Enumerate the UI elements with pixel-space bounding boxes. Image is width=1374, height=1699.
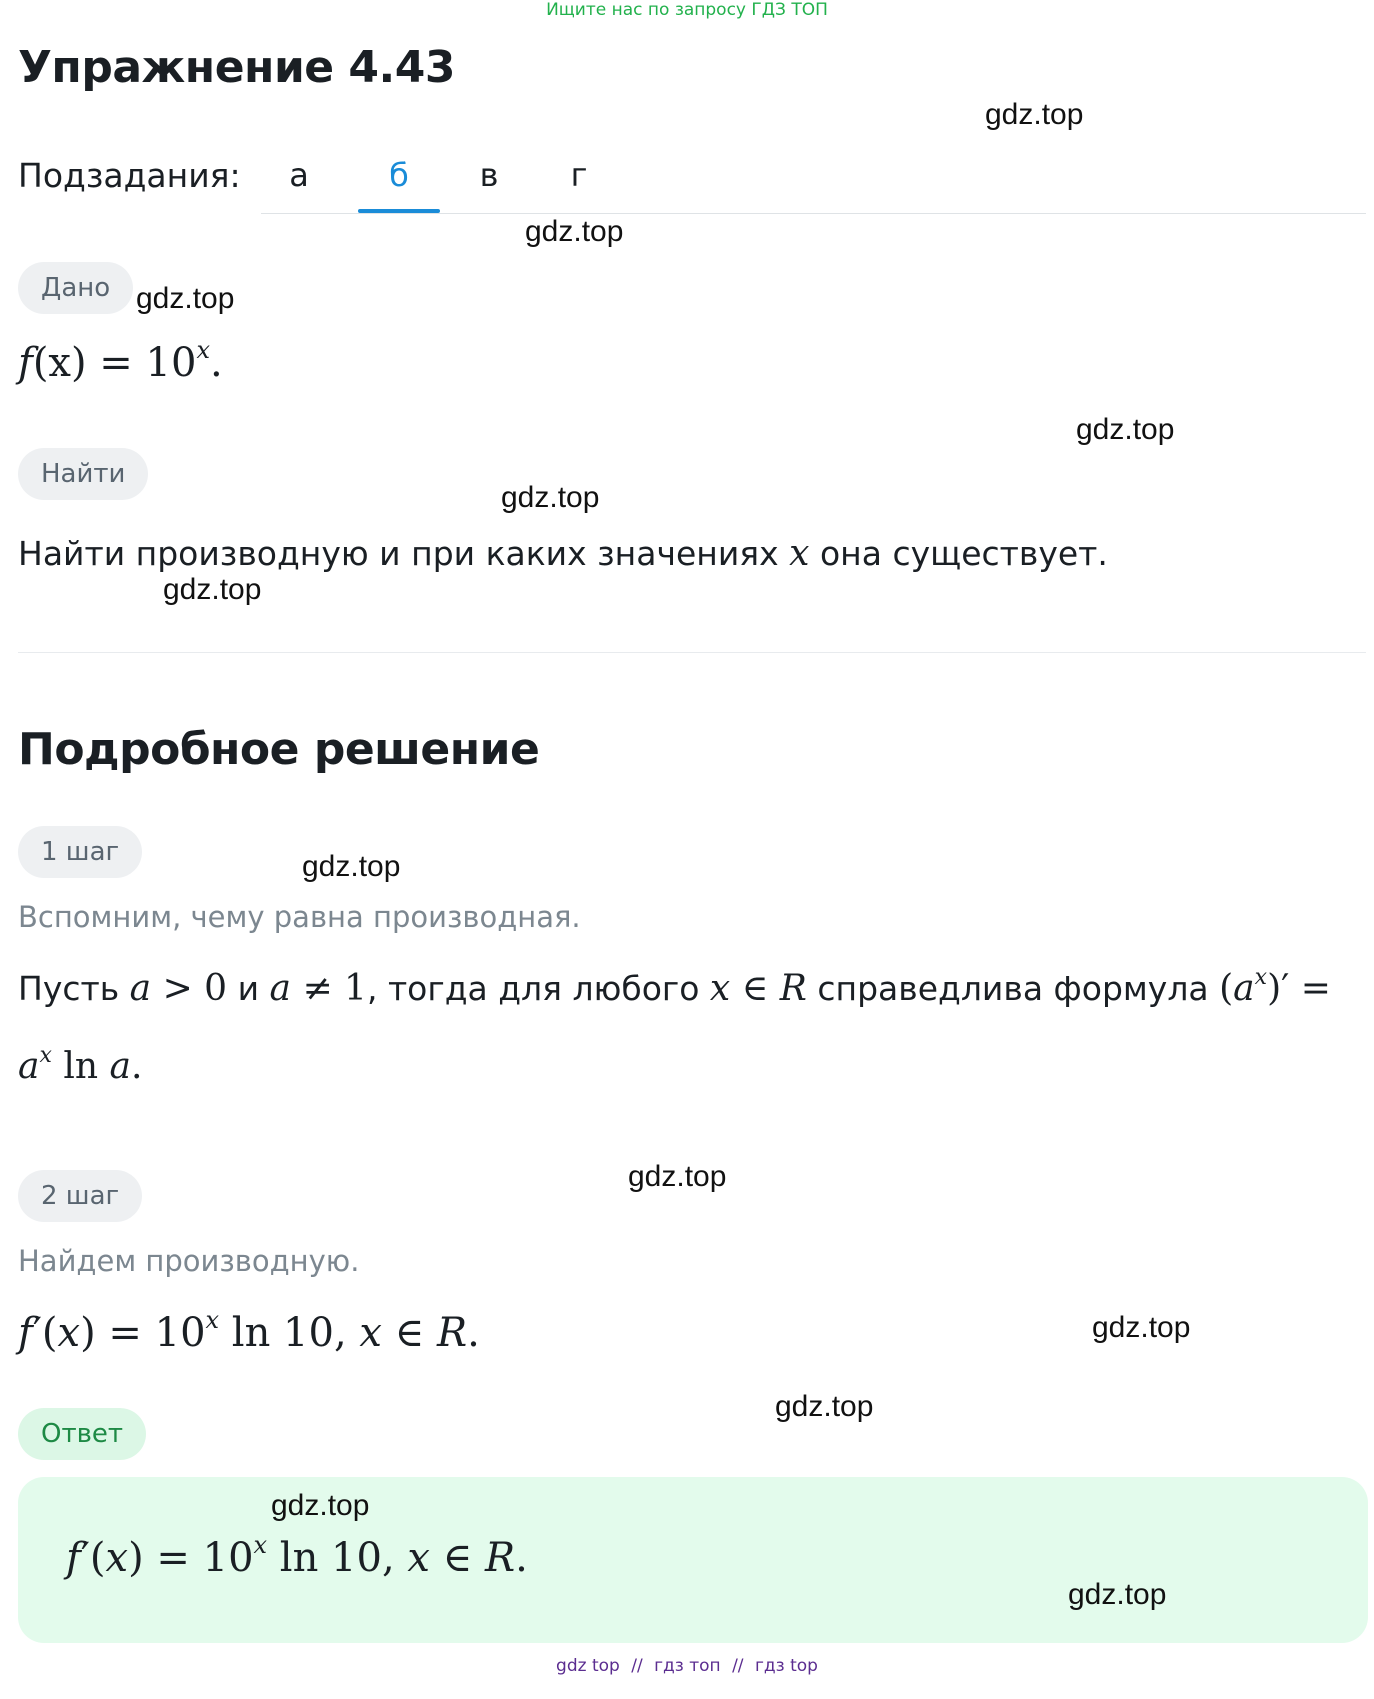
step1-hint: Вспомним, чему равна производная. bbox=[18, 900, 581, 934]
step2-badge: 2 шаг bbox=[18, 1170, 142, 1222]
watermark: gdz.top bbox=[271, 1489, 370, 1522]
footer-separator: // bbox=[631, 1656, 643, 1676]
watermark: gdz.top bbox=[775, 1390, 874, 1423]
solution-heading: Подробное решение bbox=[18, 724, 540, 775]
page-title: Упражнение 4.43 bbox=[18, 42, 455, 93]
find-text: Найти производную и при каких значениях x она существует. bbox=[18, 533, 1108, 574]
tab-b[interactable]: б bbox=[389, 156, 409, 194]
watermark: gdz.top bbox=[136, 282, 235, 315]
watermark: gdz.top bbox=[302, 850, 401, 883]
given-badge: Дано bbox=[18, 262, 133, 314]
footer-link[interactable]: gdz top bbox=[556, 1656, 620, 1676]
watermark: gdz.top bbox=[985, 98, 1084, 131]
top-note: Ищите нас по запросу ГДЗ ТОП bbox=[546, 0, 828, 20]
step2-formula: $f'(x) = 10^x$ ln 10, x ∈ R. bbox=[18, 1306, 480, 1356]
watermark: gdz.top bbox=[501, 481, 600, 514]
watermark: gdz.top bbox=[525, 215, 624, 248]
watermark: gdz.top bbox=[1068, 1578, 1167, 1611]
step1-statement: Пусть a > 0 и a ≠ 1, тогда для любого x ∈ R справедлива формула $(a^x)'$ = bbox=[18, 965, 1331, 1009]
answer-badge: Ответ bbox=[18, 1408, 146, 1460]
watermark: gdz.top bbox=[1092, 1311, 1191, 1344]
tab-a[interactable]: а bbox=[289, 156, 309, 194]
footer-separator: // bbox=[732, 1656, 744, 1676]
given-formula: $f(x) = 10^x$. bbox=[18, 336, 223, 386]
watermark: gdz.top bbox=[1076, 413, 1175, 446]
footer-link[interactable]: гдз топ bbox=[654, 1656, 721, 1676]
tabs-divider bbox=[261, 213, 1366, 214]
tab-g[interactable]: г bbox=[570, 156, 588, 194]
find-badge: Найти bbox=[18, 448, 148, 500]
tab-v[interactable]: в bbox=[479, 156, 499, 194]
step1-statement-line2: $a^x$ ln a. bbox=[18, 1043, 143, 1087]
step2-hint: Найдем производную. bbox=[18, 1244, 360, 1278]
active-tab-indicator bbox=[358, 209, 440, 213]
footer-links bbox=[0, 1656, 1374, 1676]
footer-link[interactable]: гдз top bbox=[754, 1656, 818, 1676]
answer-formula: $f'(x) = 10^x$ ln 10, x ∈ R. bbox=[66, 1531, 528, 1581]
watermark: gdz.top bbox=[628, 1160, 727, 1193]
subtasks-label: Подзадания: bbox=[18, 156, 241, 195]
section-divider bbox=[18, 652, 1366, 653]
step1-badge: 1 шаг bbox=[18, 826, 142, 878]
watermark: gdz.top bbox=[163, 573, 262, 606]
